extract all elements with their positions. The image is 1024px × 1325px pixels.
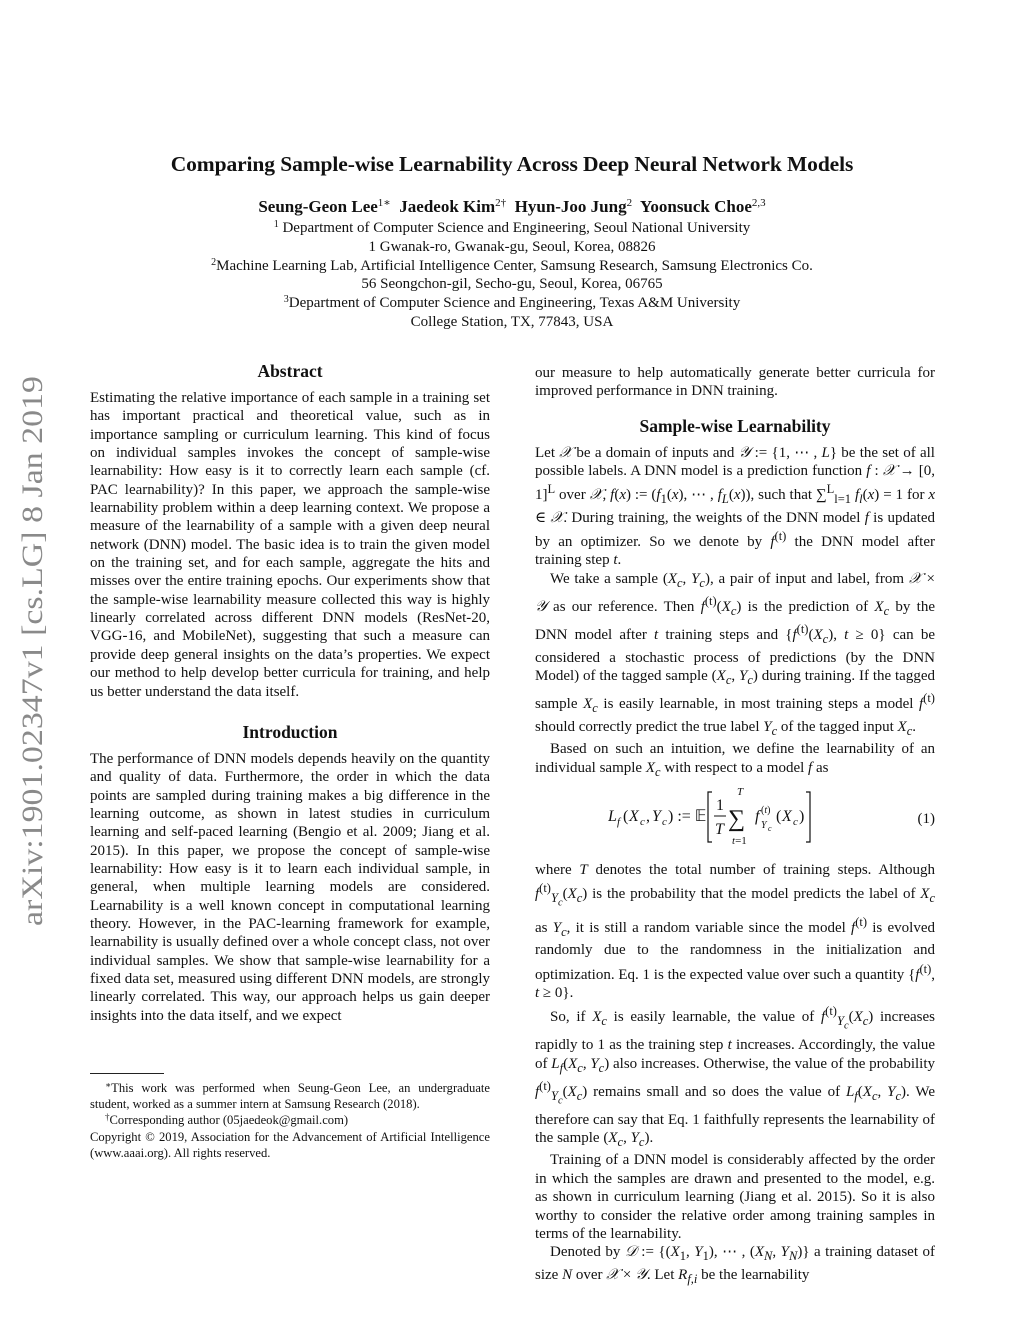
learnability-paragraph-2: We take a sample ($X_c$, $Y_c$), a pair of input and label, from 𝒳 × 𝒴 as our reference. Then $f^{(t)}(X_c)$ is the prediction of $X_c$ by the DNN model after t training steps and {$f^{(t)}(X_c)$, t ≥ 0} can be considered a stochastic process of predictions (by the DNN Model) of the tagged sample ($X_c$, $Y_c$) during training. If the tagged sample $X_c$ is easily learnable, in most training steps a model $f^{(t)}$ should correctly predict the true label $Y_c$ of the tagged input $X_c$. <box>535 570 936 738</box>
svg-text:c: c <box>662 816 667 829</box>
svg-text:,: , <box>646 808 650 826</box>
svg-text:c: c <box>793 816 798 829</box>
svg-text:T: T <box>715 821 724 839</box>
affiliation-line: 1 Gwanak-ro, Gwanak-gu, Seoul, Korea, 08826 <box>368 238 656 255</box>
author-2: Jaedeok Kim$^{2\dagger}$ <box>399 197 507 216</box>
author-4: Yoonsuck Choe$^{2,3}$ <box>639 197 766 216</box>
abstract-text: Estimating the relative importance of each sample in a training set has important practical and theoretical value, such as in importance sampling or curriculum learning. This kind of focus on individual samples invokes the concept of sample-wise learnability: How easy is it to correctly learn each sample (cf. PAC learnability)? In this paper, we approach the sample-wise learnability problem within a deep learning context. We propose a measure of the learnability of a sample with a given deep neural network (DNN) model. The basic idea is to train the given model on the training set, and for each sample, aggregate the hits and misses over the entire training epochs. Our experiments show that the sample-wise learnability measure collected this way is highly linearly correlated across different DNN models (ResNet-20, VGG-16, and MobileNet), suggesting that such a measure can provide deep general insights on the data’s properties. We expect our method to help develop better curricula for training, and help us better understand the data itself. <box>90 390 490 700</box>
author-list <box>0 197 1024 217</box>
svg-text:Y: Y <box>652 808 661 826</box>
equation-1 <box>535 785 935 853</box>
footnote-1: ∗This work was performed when Seung-Geon Lee, an undergraduate student, worked as a summer intern at Samsung Research (2018). <box>90 1080 490 1112</box>
affiliation-line: $^2$Machine Learning Lab, Artificial Intelligence Center, Samsung Research, Samsung Electronics Co. <box>211 256 813 274</box>
learnability-paragraph-7: Denoted by 𝒟 := {($X_1$, $Y_1$), ⋯ , ($X_N$, $Y_N$)} a training dataset of size N over 𝒳 × 𝒴. Let $R_{f,i}$ be the learnability <box>535 1244 935 1286</box>
svg-text:(: ( <box>776 808 782 826</box>
affiliation-line: 56 Seongchon-gil, Secho-gu, Seoul, Korea, 06765 <box>361 276 663 293</box>
introduction-text: The performance of DNN models depends heavily on the quantity and quality of data. Furthermore, the order in which the data points are sampled during training makes a big difference in the learning outcome, as shown in latest studies in curriculum learning and self-paced learning (Bengio et al. 2009; Jiang et al. 2015). In this paper, we propose the concept of sample-wise learnability: How easy is it to learn each individual sample, in general, when multiple learning models are considered. Learnability is a well known concept in computational learning theory. However, in the PAC-learning framework for example, learnability is usually defined over a whole concept class, not over individual samples. We show that sample-wise learnability for a fixed data set, measured using different DNN models, are strongly linearly correlated. This way, our approach helps us gain deeper insights into the data itself, and we expect <box>90 750 490 1024</box>
svg-text:f: f <box>755 808 760 826</box>
introduction-heading: Introduction <box>242 721 338 742</box>
svg-text:L: L <box>608 808 617 826</box>
svg-text:t=1: t=1 <box>732 835 747 848</box>
affiliations <box>0 219 1024 332</box>
affiliation-line: College Station, TX, 77843, USA <box>410 313 614 330</box>
svg-text:) := 𝔼: ) := 𝔼 <box>668 808 707 826</box>
svg-text:(: ( <box>623 808 629 826</box>
footnote-2: †Corresponding author (05jaedeok@gmail.com) <box>105 1112 349 1128</box>
svg-text:c: c <box>640 816 645 829</box>
footnote-rule <box>90 1073 164 1074</box>
svg-text:(t): (t) <box>761 805 771 817</box>
learnability-paragraph-6: Training of a DNN model is considerably affected by the order in which the samples are drawn and presented to the model, e.g. as shown in curriculum learning (Jiang et al. 2015). So it is also worthy to consider the relative order among training samples in terms of the learnability. <box>535 1152 935 1242</box>
affiliation-line: $^3$Department of Computer Science and Engineering, Texas A&M University <box>283 294 741 312</box>
arxiv-stamp-text: arXiv:1901.02347v1 [cs.LG] 8 Jan 2019 <box>17 447 49 926</box>
learnability-paragraph-1: Let 𝒳 be a domain of inputs and 𝒴 := {1, ⋯ , L} be the set of all possible labels. A DNN model is a prediction function f : 𝒳 → [0, 1]$^L$ over 𝒳, f(x) := ($f_1(x)$, ⋯ , $f_L(x)$), such that ∑$^L_{l=1}$ $f_l(x) = 1$ for x ∈ 𝒳. During training, the weights of the DNN model f is updated by an optimizer. So we denote by $f^{(t)}$ the DNN model after training step t. <box>535 444 936 569</box>
svg-text:X: X <box>782 808 792 826</box>
svg-text:X: X <box>629 808 639 826</box>
author-3: Hyun-Joo Jung$^2$ <box>514 197 633 216</box>
learnability-paragraph-5: So, if $X_c$ is easily learnable, the value of $f^{(t)}_{Y_c}(X_c)$ increases rapidly to 1 as the training step t increases. Accordingly, the value of $L_f(X_c$, $Y_c$) also increases. Otherwise, the value of the probability $f^{(t)}_{Y_c}(X_c)$ remains small and so does the value of $L_f(X_c$, $Y_c$). We therefore can say that Eq. 1 faithfully represents the learnability of the sample ($X_c$, $Y_c$). <box>535 1004 936 1150</box>
paper-title: Comparing Sample-wise Learnability Across Deep Neural Network Models <box>170 152 854 176</box>
footnotes <box>90 1080 490 1161</box>
abstract-heading: Abstract <box>257 361 323 381</box>
left-column <box>90 360 490 1025</box>
introduction-continuation: our measure to help automatically generate better curricula for improved performance in DNN training. <box>535 365 935 400</box>
svg-text:Y: Y <box>761 820 767 832</box>
svg-text:∑: ∑ <box>728 806 746 833</box>
equation-1-body <box>535 784 911 853</box>
svg-text:c: c <box>768 824 772 834</box>
learnability-heading: Sample-wise Learnability <box>639 415 831 436</box>
copyright-notice: Copyright © 2019, Association for the Advancement of Artificial Intelligence (www.aaai.org). All rights reserved. <box>90 1129 490 1160</box>
learnability-paragraph-3: Based on such an intuition, we define the learnability of an individual sample $X_c$ with respect to a model f as <box>535 741 935 779</box>
equation-number: (1) <box>917 810 935 827</box>
affiliation-line: $^1$ Department of Computer Science and Engineering, Seoul National University <box>273 219 751 236</box>
svg-text:): ) <box>799 808 805 826</box>
learnability-paragraph-4: where T denotes the total number of training steps. Although $f^{(t)}_{Y_c}(X_c)$ is the probability that the model predicts the label of $X_c$ as $Y_c$, it is still a random variable since the model $f^{(t)}$ is evolved randomly due to the randomness in the initialization and optimization. Eq. 1 is the expected value over such a quantity {$f^{(t)}$, t ≥ 0}. <box>535 861 935 1002</box>
arxiv-stamp <box>10 370 54 930</box>
svg-text:T: T <box>737 786 744 799</box>
svg-text:1: 1 <box>716 797 724 815</box>
svg-text:f: f <box>617 816 621 829</box>
right-column <box>535 364 935 1288</box>
author-1: Seung-Geon Lee$^{1∗}$ <box>258 197 391 216</box>
